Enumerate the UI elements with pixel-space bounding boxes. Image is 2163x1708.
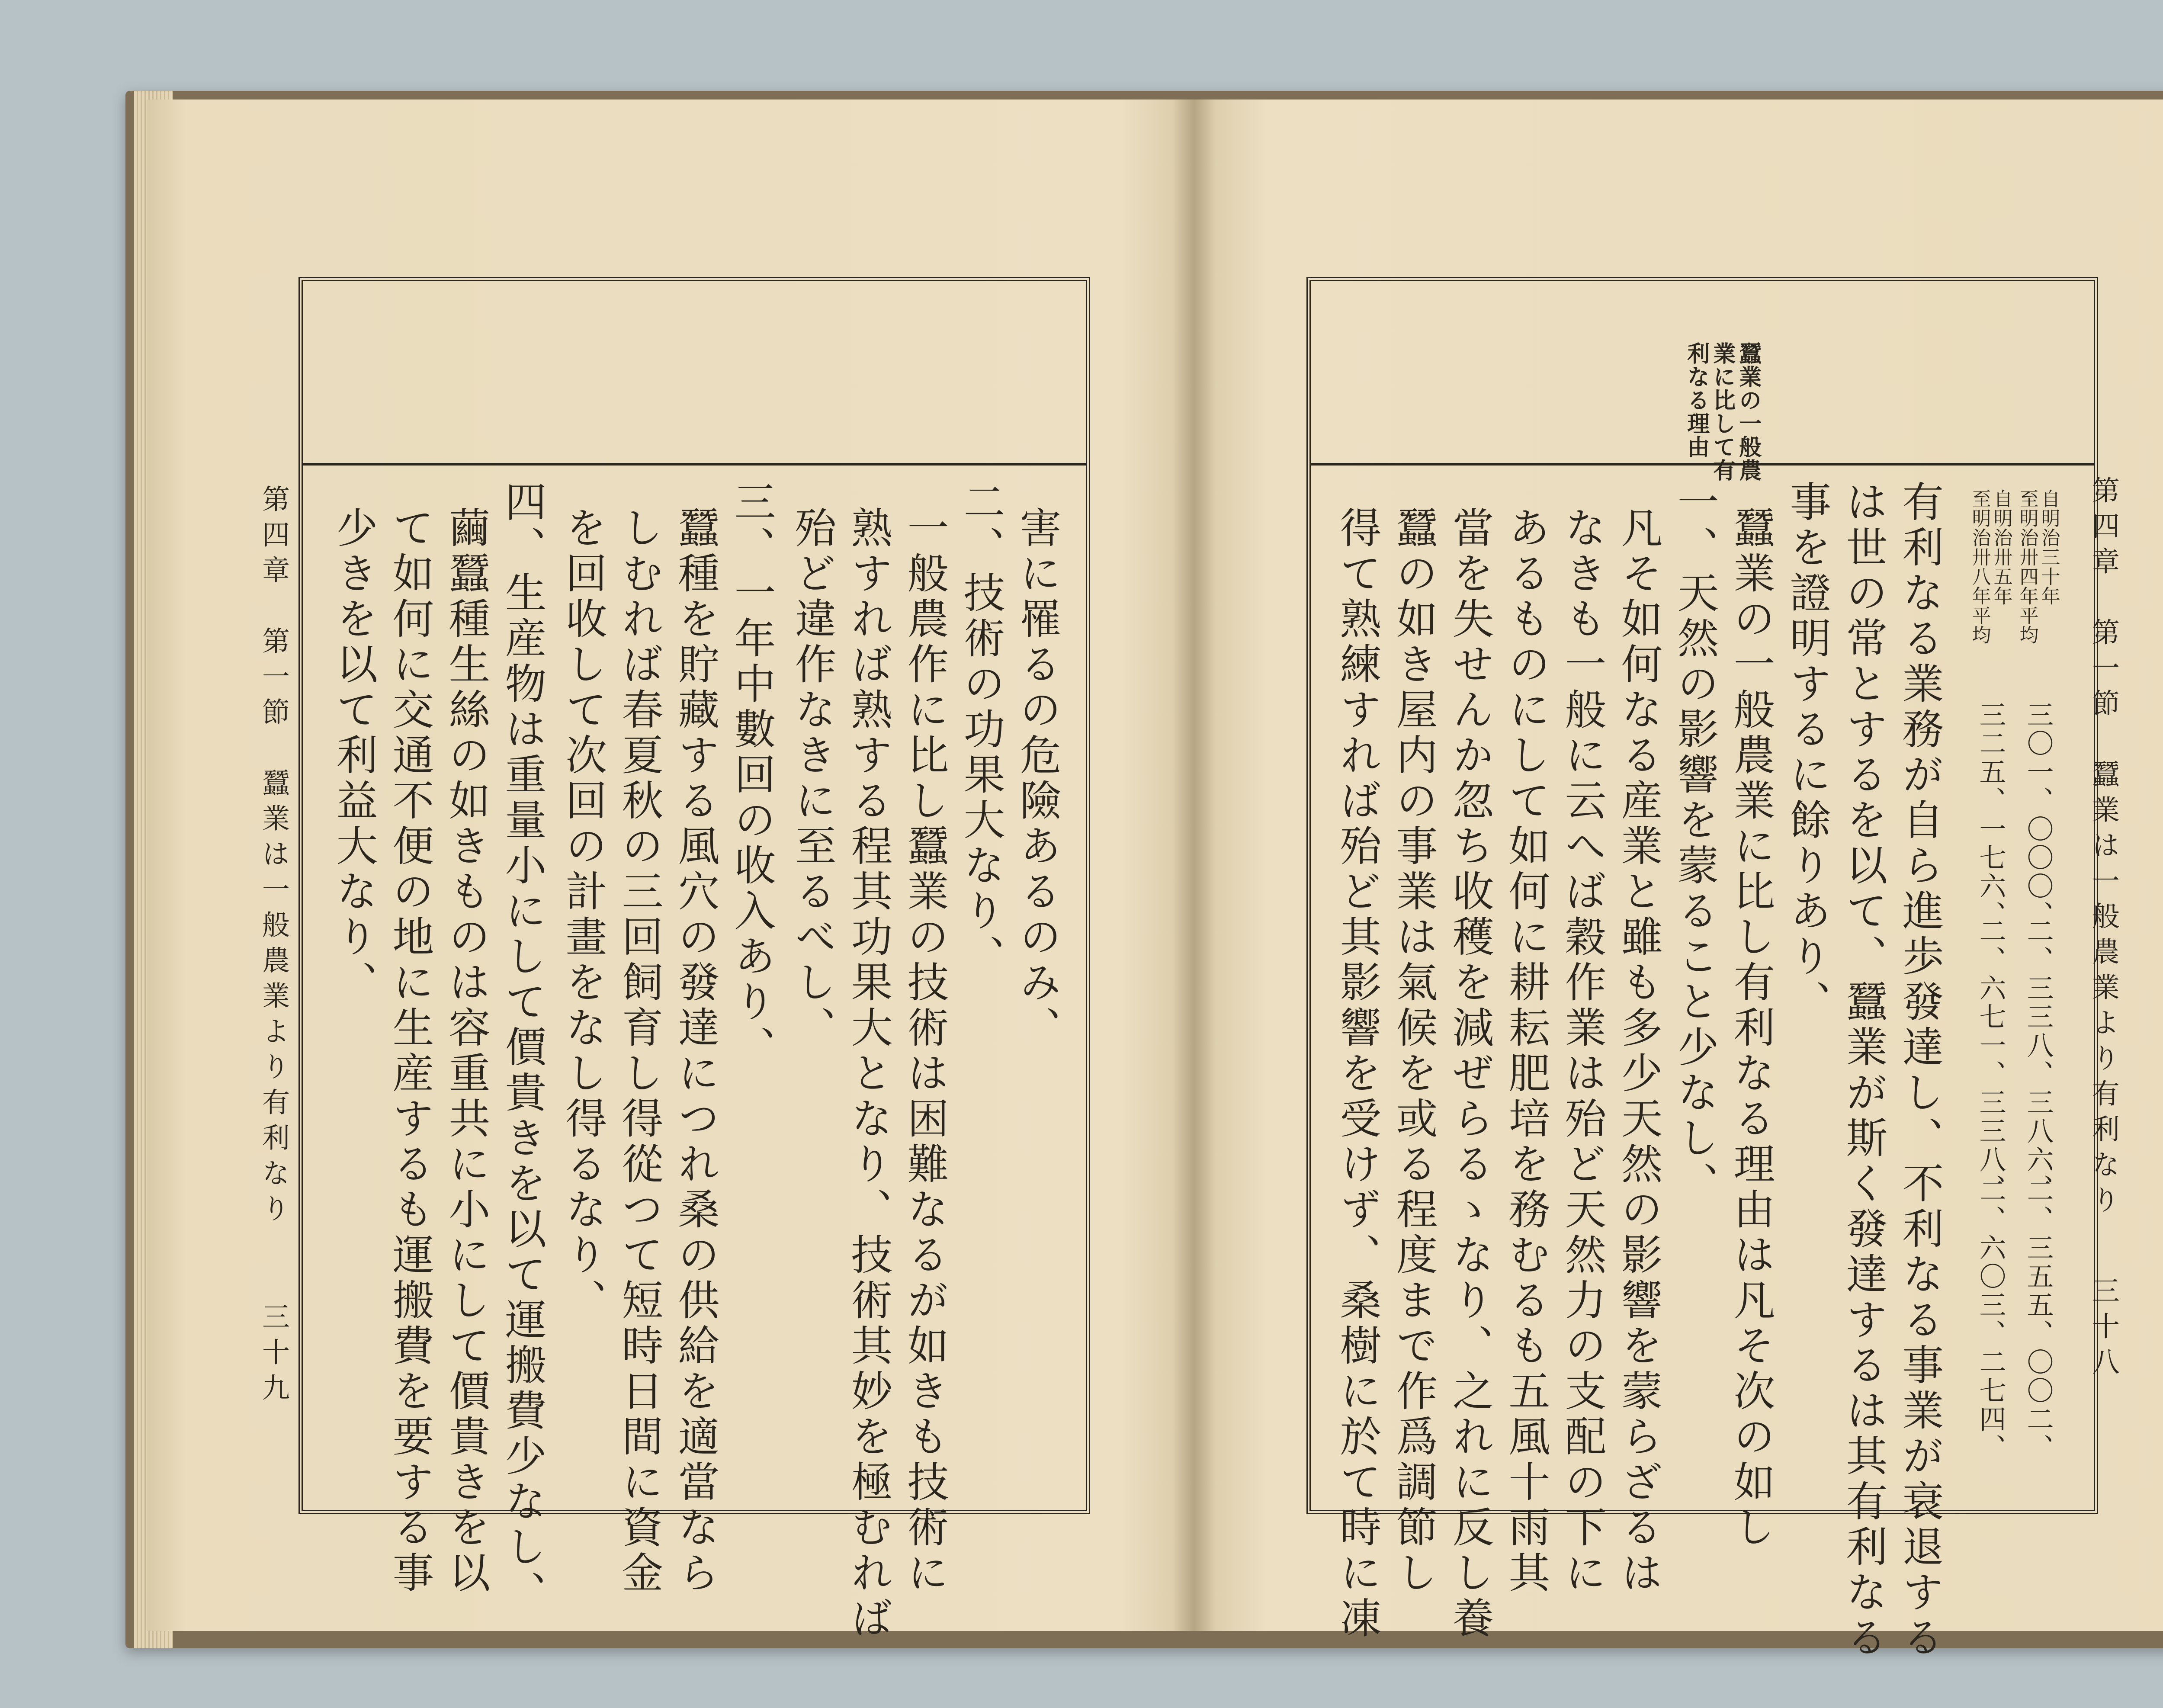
table-row1-value-1: 三〇一、〇〇〇、 — [2022, 701, 2054, 929]
right-column-11: 得て熟練すれば殆ど其影響を受けず、桑樹に於て時に凍 — [1333, 506, 1382, 1642]
left-page-header: 第四章 第一節 蠶業は一般農業より有利なり — [257, 485, 289, 1230]
right-column-4: 蠶業の一般農業に比し有利なる理由は凡そ次の如し — [1727, 506, 1775, 1551]
table-row2-value-1: 三二五、一七六、 — [1975, 701, 2006, 929]
left-column-8: しむれば春夏秋の三回飼育し得從つて短時日間に資金 — [615, 506, 664, 1596]
right-column-3: 事を證明するに餘りあり、 — [1783, 480, 1832, 1025]
table-row2-value-3: 二、六〇三、二七四、 — [1975, 1177, 2006, 1462]
left-column-12: て如何に交通不便の地に生産するも運搬費を要する事 — [386, 506, 434, 1596]
left-column-11: 繭蠶種生絲の如きものは容重共に小にして價貴きを以 — [442, 506, 491, 1596]
table-row1-label-a: 自明治三十年 — [2038, 489, 2060, 606]
left-column-9: を回收して次回の計畫をなし得るなり、 — [559, 506, 607, 1324]
book-gutter — [1172, 100, 1216, 1631]
table-row1-value-3: 二、三五五、〇〇二、 — [2022, 1177, 2054, 1462]
right-page-number: 三十八 — [2087, 1276, 2119, 1383]
side-note-line-2: 業に比して有 — [1709, 342, 1735, 482]
left-column-6: 三、一年中數回の收入あり、 — [728, 480, 776, 1071]
right-page-header: 第四章 第一節 蠶業は一般農業より有利なり — [2087, 476, 2119, 1221]
left-column-1: 害に罹るの危險あるのみ、 — [1013, 506, 1062, 1051]
right-column-1: 有利なる業務が自ら進歩發達し、不利なる事業が衰退する — [1896, 480, 1944, 1661]
right-column-7: なきも一般に云へば穀作業は殆ど天然力の支配の下に — [1558, 506, 1607, 1596]
side-note-line-3: 利なる理由 — [1683, 342, 1709, 459]
table-row2-label-b: 至明治卅八年平均 — [1968, 489, 1991, 645]
side-note-line-1: 蠶業の一般農 — [1735, 342, 1761, 482]
left-page-rule — [303, 463, 1086, 466]
left-column-2: 二、技術の功果大なり、 — [957, 480, 1005, 980]
right-column-5: 一、天然の影響を蒙ること少なし、 — [1671, 480, 1719, 1207]
left-column-4: 熟すれば熟する程其功果大となり、技術其妙を極むれば — [844, 506, 893, 1642]
right-column-10: 蠶の如き屋内の事業は氣候を或る程度まで作爲調節し — [1390, 506, 1438, 1596]
left-column-3: 一般農作に比し蠶業の技術は困難なるが如きも技術に — [901, 506, 949, 1596]
right-column-6: 凡そ如何なる産業と雖も多少天然の影響を蒙らざるは — [1614, 506, 1663, 1596]
table-row2-value-2: 二、六七一、三三八、 — [1975, 917, 2006, 1203]
left-page-number: 三十九 — [257, 1302, 289, 1409]
left-column-5: 殆ど違作なきに至るべし、 — [788, 506, 837, 1051]
left-column-13: 少きを以て利益大なり、 — [330, 506, 378, 1006]
right-column-9: 當を失せんか忽ち收穫を減ぜらるゝなり、之れに反し養 — [1446, 506, 1494, 1642]
left-column-10: 四、生産物は重量小にして價貴きを以て運搬費少なし、 — [498, 480, 547, 1616]
left-column-7: 蠶種を貯藏する風穴の發達につれ桑の供給を適當なら — [671, 506, 720, 1596]
table-row1-value-2: 二、三三八、三八六、 — [2022, 917, 2054, 1203]
table-row1-label-b: 至明治卅四年平均 — [2016, 489, 2038, 645]
right-column-2: は世の常とするを以て、蠶業が斯く發達するは其有利なる — [1839, 480, 1888, 1661]
table-row2-label-a: 自明治卅五年 — [1990, 489, 2012, 606]
right-column-8: あるものにして如何に耕耘肥培を務むるも五風十雨其 — [1502, 506, 1550, 1596]
right-page-rule — [1311, 463, 2094, 466]
